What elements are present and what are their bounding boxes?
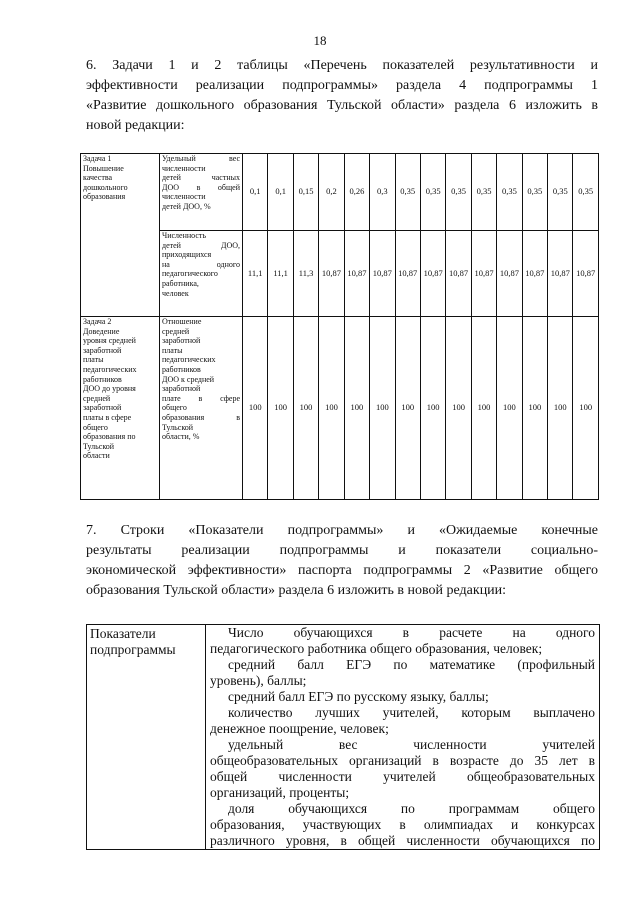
value-cell: 0,1 bbox=[243, 154, 268, 231]
list-item: средний балл ЕГЭ по русскому языку, баллы; bbox=[228, 689, 489, 704]
passport-table bbox=[86, 624, 600, 850]
value-cell: 0,15 bbox=[293, 154, 318, 231]
row-label-cell bbox=[87, 625, 206, 850]
paragraph-line: эффективности реализации подпрограммы» раздела 4 подпрограммы 1 bbox=[86, 78, 598, 93]
paragraph-line: «Развитие дошкольного образования Тульской области» раздела 6 изложить в bbox=[86, 98, 598, 113]
value-cell: 100 bbox=[319, 317, 344, 500]
paragraph-line: результаты реализации подпрограммы и показатели социально- bbox=[86, 543, 598, 558]
value-cell: 0,35 bbox=[522, 154, 547, 231]
task-1-label: Задача 1 Повышение качества дошкольного образования bbox=[83, 154, 128, 202]
value-cell: 10,87 bbox=[548, 231, 573, 317]
indicator-cell: Численность детей ДОО, приходящихся на одного педагогического работника, человек bbox=[160, 231, 243, 317]
page-number: 18 bbox=[313, 33, 327, 48]
value-cell: 100 bbox=[573, 317, 599, 500]
paragraph-item-6 bbox=[86, 56, 598, 136]
value-cell: 100 bbox=[370, 317, 395, 500]
list-item: доля обучающихся по программам общего образования, участвующих в олимпиадах и конкурсах различного уровня, в общей численности обучающихся по bbox=[210, 801, 595, 848]
row-label: Показатели bbox=[90, 626, 156, 641]
value-cell: 11,1 bbox=[268, 231, 293, 317]
value-cell: 10,87 bbox=[522, 231, 547, 317]
indicators-list-cell bbox=[206, 625, 600, 850]
value-cell: 0,35 bbox=[446, 154, 471, 231]
paragraph-line: образования Тульской области» раздела 6 изложить в новой редакции: bbox=[86, 583, 507, 598]
value-cell: 0,35 bbox=[395, 154, 420, 231]
table-row bbox=[81, 154, 599, 231]
task-2-cell: Задача 2 Доведение уровня средней заработной платы педагогических работников ДОО до уровня средней заработной платы в сфере общего образования по Тульской области bbox=[81, 317, 160, 500]
value-cell: 100 bbox=[293, 317, 318, 500]
value-cell: 0,35 bbox=[573, 154, 599, 231]
paragraph-line: 6. Задачи 1 и 2 таблицы «Перечень показателей результативности и bbox=[86, 58, 598, 73]
value-cell: 10,87 bbox=[420, 231, 445, 317]
value-cell: 100 bbox=[420, 317, 445, 500]
value-cell: 10,87 bbox=[471, 231, 496, 317]
value-cell: 100 bbox=[446, 317, 471, 500]
paragraph-line: новой редакции: bbox=[86, 118, 185, 133]
list-item: средний балл ЕГЭ по математике (профильный уровень), баллы; bbox=[210, 657, 595, 688]
value-cell: 10,87 bbox=[395, 231, 420, 317]
indicators-table bbox=[80, 153, 599, 500]
value-cell: 0,35 bbox=[420, 154, 445, 231]
value-cell: 0,26 bbox=[344, 154, 369, 231]
value-cell: 0,1 bbox=[268, 154, 293, 231]
list-item: количество лучших учителей, которым выплачено денежное поощрение, человек; bbox=[210, 705, 595, 736]
value-cell: 11,1 bbox=[243, 231, 268, 317]
paragraph-item-7 bbox=[86, 521, 598, 601]
value-cell: 0,3 bbox=[370, 154, 395, 231]
value-cell: 100 bbox=[548, 317, 573, 500]
value-cell: 0,2 bbox=[319, 154, 344, 231]
indicator-cell: Отношение средней заработной платы педагогических работников ДОО к средней заработной плате в сфере общего образования в Тульской области, % bbox=[160, 317, 243, 500]
value-cell: 100 bbox=[522, 317, 547, 500]
value-cell: 100 bbox=[243, 317, 268, 500]
value-cell: 100 bbox=[497, 317, 522, 500]
paragraph-line: 7. Строки «Показатели подпрограммы» и «Ожидаемые конечные bbox=[86, 523, 598, 538]
value-cell: 0,35 bbox=[471, 154, 496, 231]
indicator-cell: Удельный вес численности детей частных ДОО в общей численности детей ДОО, % bbox=[160, 154, 243, 231]
value-cell: 10,87 bbox=[319, 231, 344, 317]
task-1-cell bbox=[81, 154, 160, 317]
paragraph-line: экономической эффективности» паспорта подпрограммы 2 «Развитие общего bbox=[86, 563, 598, 578]
value-cell: 100 bbox=[344, 317, 369, 500]
value-cell: 0,35 bbox=[497, 154, 522, 231]
table-row bbox=[81, 317, 599, 500]
value-cell: 100 bbox=[471, 317, 496, 500]
list-item: удельный вес численности учителей общеобразовательных организаций в возрасте до 35 лет в общей численности учителей общеобразовательных организаций, проценты; bbox=[210, 737, 595, 800]
table-row bbox=[87, 625, 600, 850]
row-label: подпрограммы bbox=[90, 642, 176, 657]
list-item: Число обучающихся в расчете на одного педагогического работника общего образования, человек; bbox=[210, 625, 595, 656]
value-cell: 100 bbox=[268, 317, 293, 500]
value-cell: 10,87 bbox=[370, 231, 395, 317]
value-cell: 100 bbox=[395, 317, 420, 500]
value-cell: 10,87 bbox=[344, 231, 369, 317]
value-cell: 10,87 bbox=[573, 231, 599, 317]
value-cell: 10,87 bbox=[446, 231, 471, 317]
value-cell: 0,35 bbox=[548, 154, 573, 231]
value-cell: 11,3 bbox=[293, 231, 318, 317]
value-cell: 10,87 bbox=[497, 231, 522, 317]
